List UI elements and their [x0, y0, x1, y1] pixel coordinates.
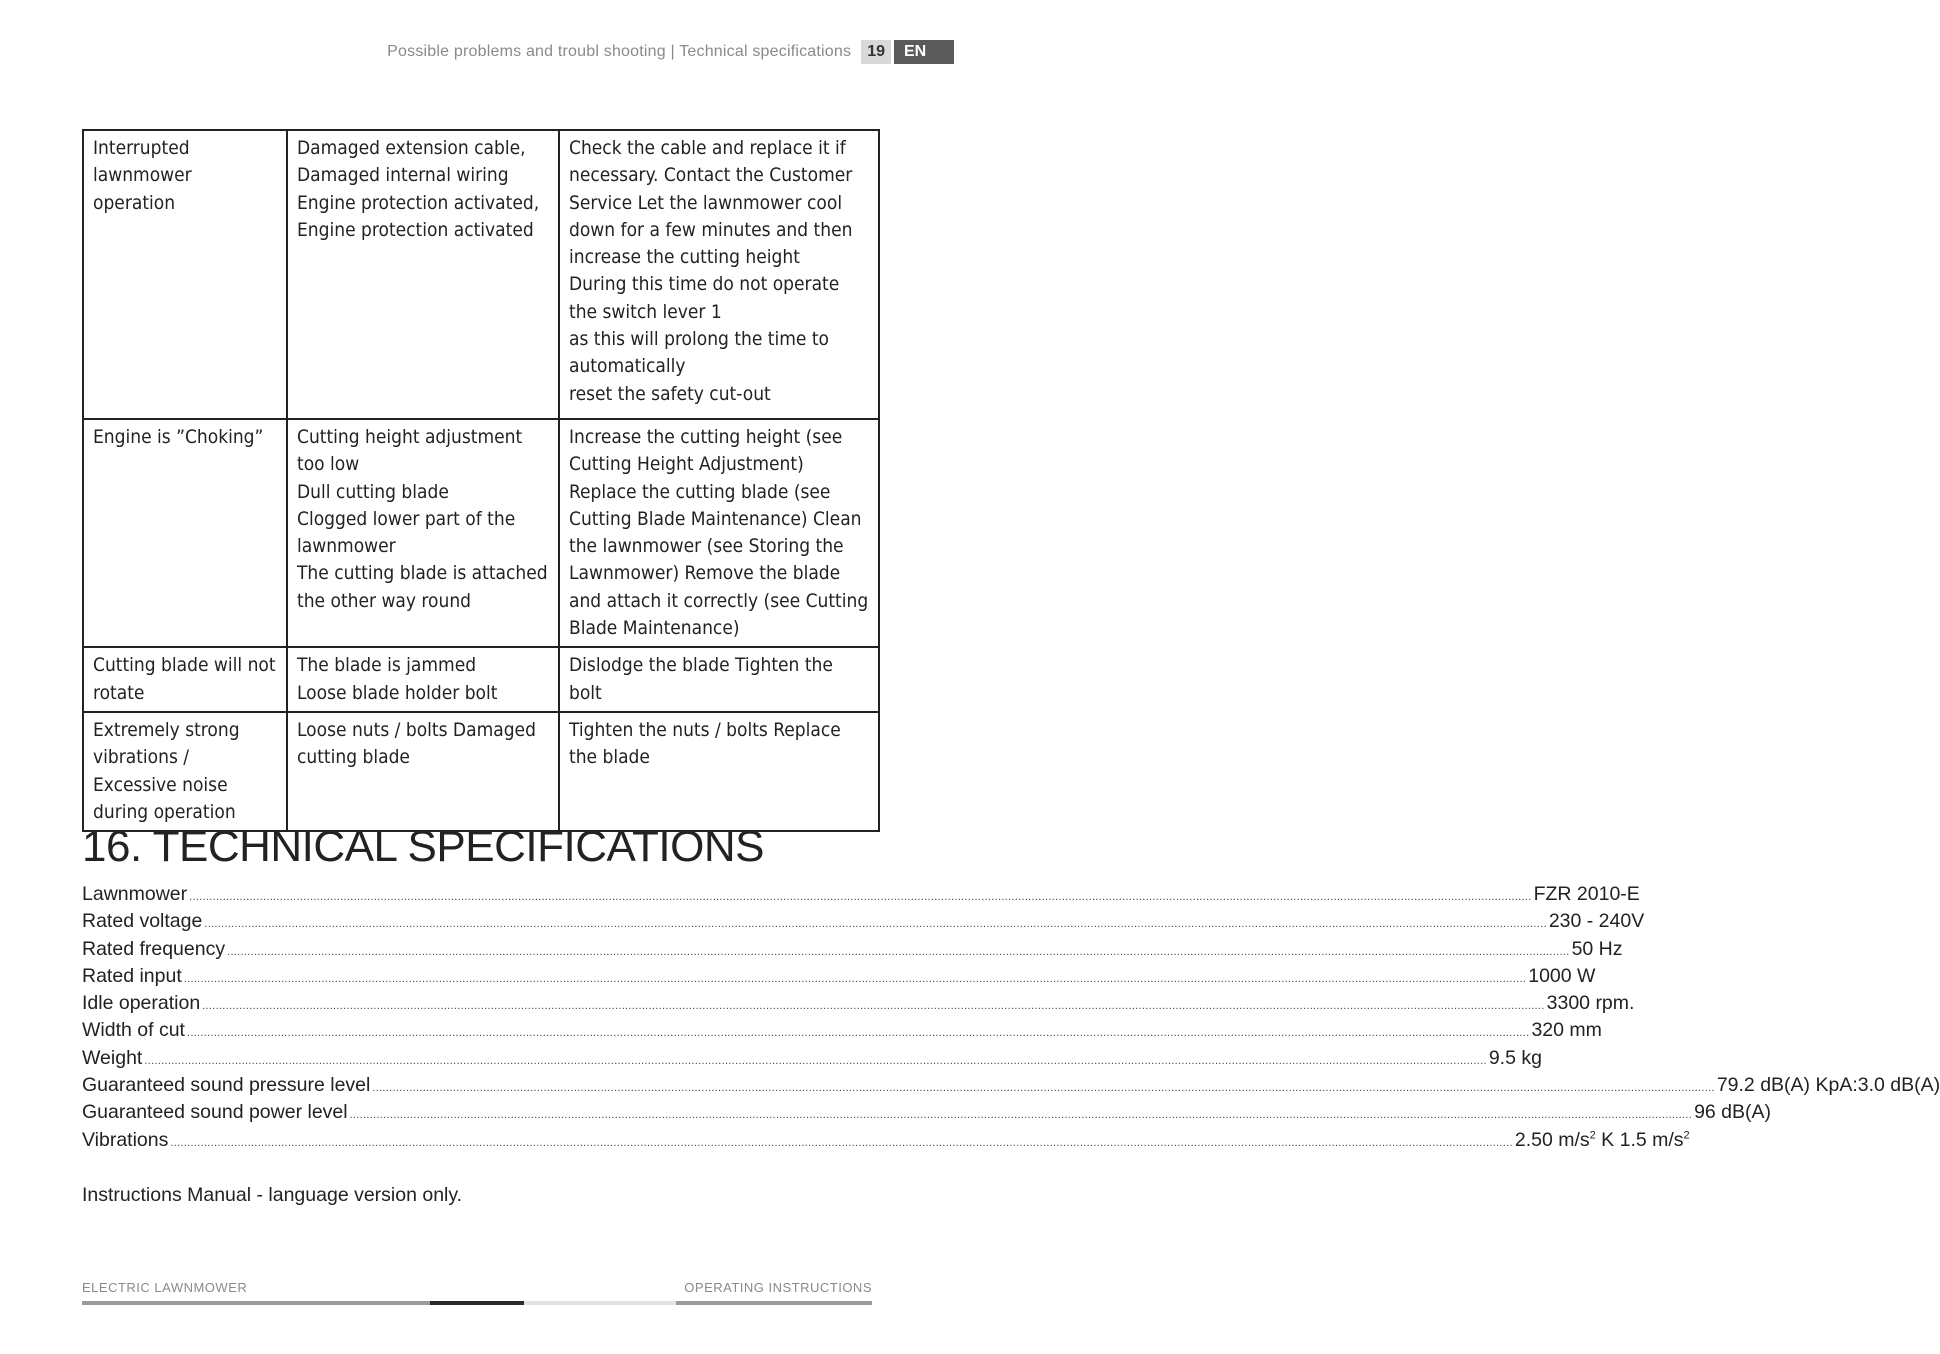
cause-cell [287, 712, 559, 831]
spec-value: 3300 rpm. [1546, 992, 1635, 1015]
footer-bar-segment [676, 1301, 872, 1305]
table-row [83, 647, 879, 712]
footer-bar-segment [430, 1301, 524, 1305]
remedy-cell [559, 130, 879, 419]
spec-value [1515, 1129, 1690, 1152]
spec-label: Vibrations [82, 1128, 169, 1151]
superscript: 2 [1589, 1129, 1596, 1142]
remedy-text: Dislodge the blade Tighten the bolt [569, 654, 833, 704]
problem-text: Cutting blade will not rotate [93, 654, 276, 704]
remedy-text: reset the safety cut-out [569, 382, 771, 405]
dot-leader: ................................................................................................................................................................................................................................................................................................................................................................................................................ [349, 1109, 1693, 1122]
problem-text: Interrupted lawnmower operation [93, 137, 192, 214]
dot-leader: ................................................................................................................................................................................................................................................................................................................................................................................................................ [183, 972, 1527, 985]
footer-document-type: OPERATING INSTRUCTIONS [684, 1280, 872, 1295]
footer-bar-segment [524, 1301, 676, 1305]
cause-text: Engine protection activated, [297, 191, 540, 214]
spec-value-part: 2.50 m/s [1514, 1128, 1590, 1151]
remedy-text: During this time do not operate the switch lever 1 [569, 273, 840, 323]
remedy-cell [559, 647, 879, 712]
dot-leader: ................................................................................................................................................................................................................................................................................................................................................................................................................ [170, 1136, 1513, 1149]
spec-label: Width of cut [82, 1019, 185, 1042]
spec-value-part: K 1.5 m/s [1595, 1128, 1684, 1151]
spec-value: 50 Hz [1571, 937, 1623, 960]
page-header [387, 40, 954, 64]
spec-value: 1000 W [1528, 964, 1596, 987]
spec-label: Lawnmower [82, 883, 188, 905]
spec-label: Guaranteed sound pressure level [82, 1074, 371, 1097]
dot-leader: ................................................................................................................................................................................................................................................................................................................................................................................................................ [189, 891, 1532, 903]
dot-leader: ................................................................................................................................................................................................................................................................................................................................................................................................................ [204, 918, 1547, 931]
cause-text: Cutting height adjustment too low [297, 426, 523, 476]
table-row [83, 130, 879, 419]
remedy-cell [559, 419, 879, 647]
spec-row [82, 1101, 1772, 1128]
specifications-list [82, 883, 1940, 1156]
remedy-text: Tighten the nuts / bolts Replace the blade [569, 718, 841, 769]
spec-row [82, 937, 1623, 965]
spec-row [82, 1019, 1602, 1046]
cause-text: Damaged extension cable, [297, 137, 526, 159]
spec-value: 79.2 dB(A) KpA:3.0 dB(A) [1716, 1074, 1940, 1097]
spec-value: 230 - 240V [1548, 910, 1645, 933]
spec-label: Rated input [82, 964, 182, 987]
table-row [83, 419, 879, 647]
cause-text: The blade is jammed [297, 654, 477, 677]
spec-label: Rated voltage [82, 910, 203, 933]
cause-cell [287, 647, 559, 712]
problem-cell [83, 712, 287, 831]
spec-row [82, 910, 1645, 937]
spec-row [82, 992, 1635, 1019]
cause-text: Damaged internal wiring [297, 164, 509, 187]
cause-text: Engine protection activated [297, 218, 534, 241]
spec-value: 9.5 kg [1488, 1046, 1542, 1069]
problem-text: Engine is ”Choking” [93, 426, 264, 448]
remedy-text: Check the cable and replace it if necessary. Contact the Customer Service Let the lawnmower cool down for a few minutes and then increase the cutting height [569, 137, 853, 269]
superscript: 2 [1683, 1129, 1690, 1142]
spec-row [82, 1046, 1542, 1074]
header-title: Possible problems and troubl shooting | Technical specifications [387, 43, 852, 60]
dot-leader: ................................................................................................................................................................................................................................................................................................................................................................................................................ [372, 1082, 1715, 1095]
problem-cell [83, 419, 287, 647]
spec-value: 320 mm [1531, 1019, 1602, 1042]
problem-text: Extremely strong vibrations / Excessive noise during operation [93, 718, 240, 823]
spec-label: Idle operation [82, 992, 201, 1015]
cause-text: Dull cutting blade [297, 480, 449, 503]
spec-label: Rated frequency [82, 937, 226, 960]
cause-text: Loose nuts / bolts Damaged cutting blade [297, 718, 536, 769]
remedy-text: as this will prolong the time to automatically [569, 328, 830, 378]
dot-leader: ................................................................................................................................................................................................................................................................................................................................................................................................................ [186, 1027, 1530, 1040]
spec-value: 96 dB(A) [1694, 1101, 1772, 1124]
cause-text: Loose blade holder bolt [297, 681, 498, 704]
dot-leader: ................................................................................................................................................................................................................................................................................................................................................................................................................ [202, 1000, 1545, 1013]
footer-product-name: ELECTRIC LAWNMOWER [82, 1280, 248, 1295]
spec-label: Weight [82, 1046, 143, 1069]
problem-cell [83, 647, 287, 712]
dot-leader: ................................................................................................................................................................................................................................................................................................................................................................................................................ [144, 1054, 1487, 1067]
problem-cell [83, 130, 287, 419]
remedy-cell [559, 712, 879, 831]
dot-leader: ................................................................................................................................................................................................................................................................................................................................................................................................................ [227, 945, 1570, 958]
spec-row [82, 883, 1640, 910]
spec-label: Guaranteed sound power level [82, 1101, 348, 1124]
cause-cell [287, 130, 559, 419]
footer-bar-segment [82, 1301, 430, 1305]
spec-row [82, 964, 1596, 992]
page-number: 19 [861, 40, 891, 64]
cause-text: Clogged lower part of the lawnmower [297, 507, 516, 558]
spec-value: FZR 2010-E [1533, 883, 1640, 905]
section-title: 16. TECHNICAL SPECIFICATIONS [82, 822, 765, 871]
language-badge: EN [894, 40, 954, 64]
cause-text: The cutting blade is attached the other way round [297, 562, 548, 612]
spec-row [82, 1128, 1690, 1156]
language-note: Instructions Manual - language version only. [82, 1184, 463, 1206]
spec-row [82, 1074, 1940, 1101]
table-row [83, 712, 879, 831]
troubleshooting-table [82, 129, 880, 832]
cause-cell [287, 419, 559, 647]
remedy-text: Increase the cutting height (see Cutting Height Adjustment) Replace the cutting blade (see Cutting Blade Maintenance) Clean the lawnmower (see Storing the Lawnmower) Remove the blade and attach it correctly (see Cutting Blade Maintenance) [569, 426, 869, 640]
